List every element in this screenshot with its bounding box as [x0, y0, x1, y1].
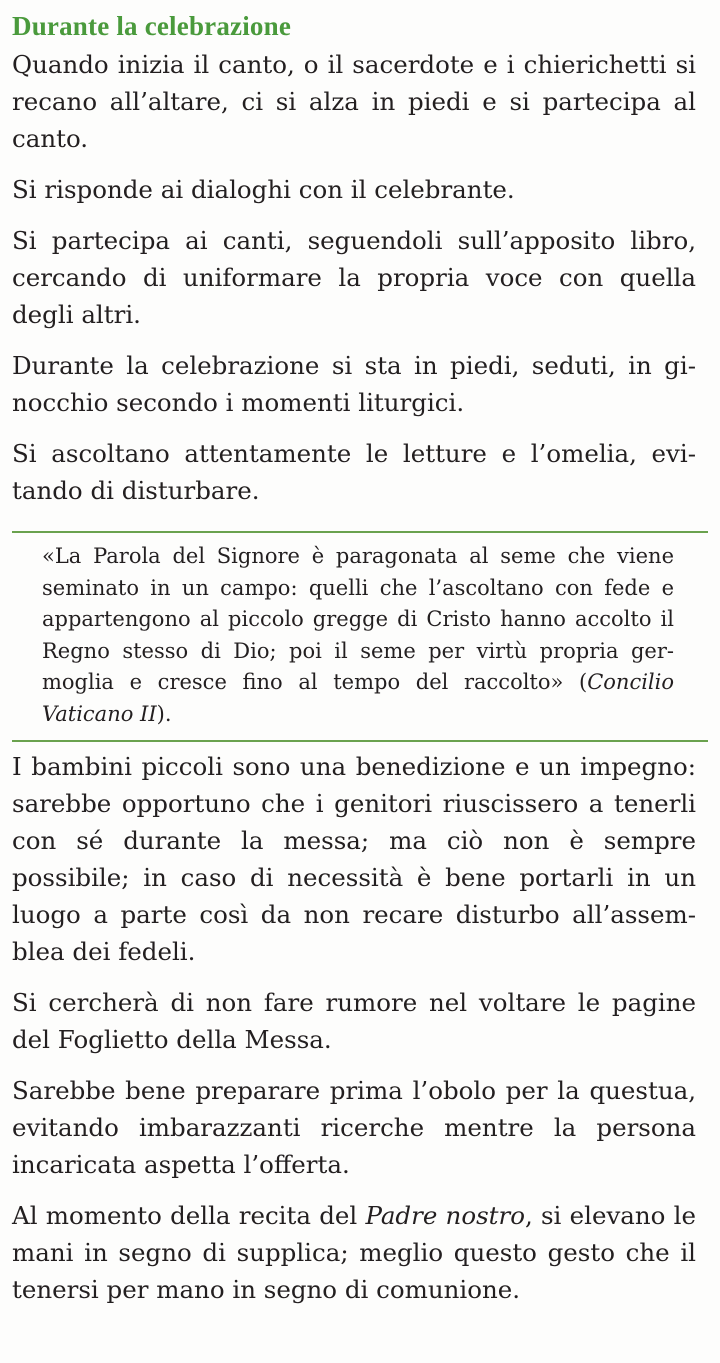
- paragraph-canto: Quando inizia il canto, o il sacerdote e i chierichetti si recano all’altare, ci si alza in piedi e si partecipa al canto.: [12, 50, 696, 153]
- paragraph-dialoghi: Si risponde ai dialoghi con il celebrante.: [12, 175, 515, 204]
- paragraph-posture: Durante la celebrazione si sta in piedi, seduti, in ginocchio secondo i momenti liturgici.: [12, 351, 696, 417]
- quote-close: ).: [156, 701, 172, 726]
- padre-nostro-before: Al momento della recita del: [12, 1201, 366, 1230]
- quote-box: [12, 533, 696, 740]
- quote-bottom-divider: [12, 740, 708, 742]
- padre-nostro-after: , si elevano le mani in segno di supplica; meglio questo gesto che il tenersi per mano in segno di comunione.: [12, 1201, 696, 1304]
- padre-nostro-title: Padre nostro: [365, 1201, 525, 1230]
- paragraph-letture: Si ascoltano attentamente le letture e l’omelia, evitando di disturbare.: [12, 439, 696, 505]
- paragraph-canti: Si partecipa ai canti, seguendoli sull’apposito libro, cercando di uniformare la propria voce con quella degli altri.: [12, 226, 696, 329]
- paragraph-obolo: Sarebbe bene preparare prima l’obolo per la questua, evitando imbarazzanti ricerche mentre la persona incaricata aspetta l’offerta.: [12, 1076, 696, 1179]
- section-heading: Durante la celebrazione: [12, 11, 292, 41]
- paragraph-rumore: Si cercherà di non fare rumore nel voltare le pagine del Foglietto della Messa.: [12, 988, 696, 1054]
- paragraph-bambini: I bambini piccoli sono una benedizione e un impegno: sarebbe opportuno che i genitori riuscissero a tenerli con sé durante la messa; ma ciò non è sempre possibile; in caso di necessità è bene portarli in un luogo a parte così da non recare disturbo all’assemblea dei fedeli.: [12, 752, 696, 966]
- paragraph-padre-nostro: [12, 1197, 696, 1308]
- quote-text: «La Parola del Signore è paragonata al seme che viene seminato in un campo: quelli che l’ascoltano con fede e appartengono al piccolo gregge di Cristo hanno accolto il Regno stesso di Dio; poi il seme per virtù propria germoglia e cresce fino al tempo del raccolto» (: [42, 544, 674, 694]
- quote-source: Concilio Vaticano II: [42, 670, 674, 726]
